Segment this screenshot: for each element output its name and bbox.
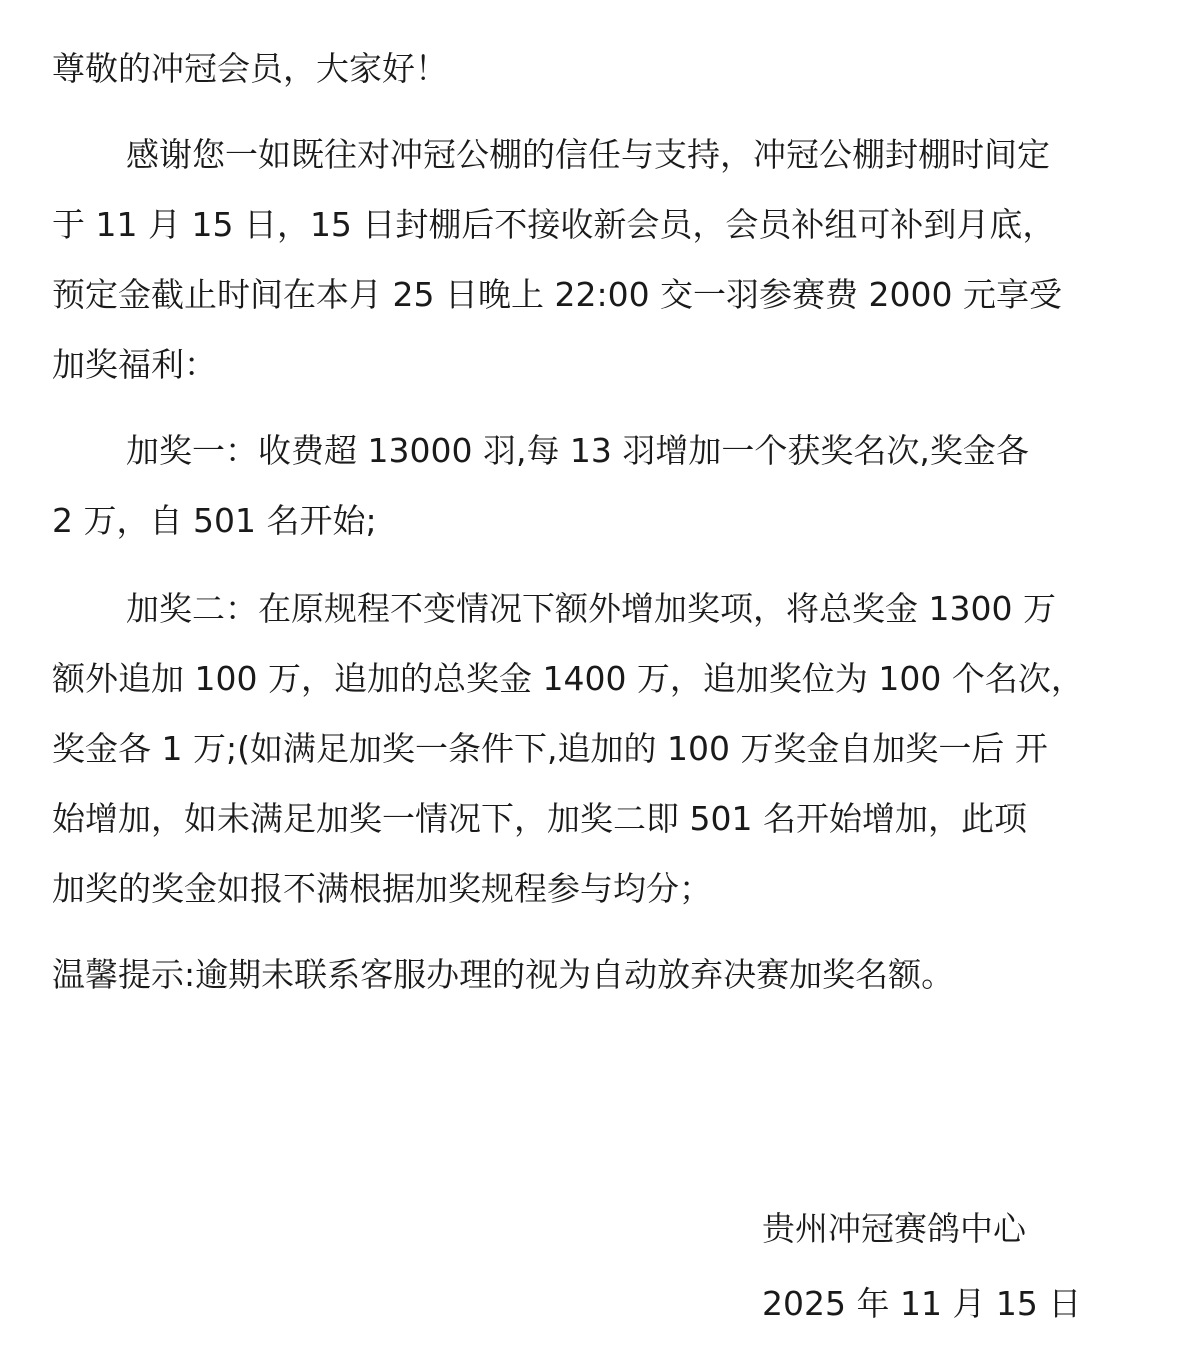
- intro-line-2: 于 11 月 15 日，15 日封棚后不接收新会员，会员补组可补到月底，: [52, 205, 1056, 244]
- signature-date: 2025 年 11 月 15 日: [762, 1284, 1082, 1323]
- intro-line-4: 加奖福利：: [52, 345, 217, 384]
- reminder: 温馨提示:逾期未联系客服办理的视为自动放弃决赛加奖名额。: [52, 955, 955, 994]
- signature-organization: 贵州冲冠赛鸽中心: [762, 1209, 1026, 1248]
- bonus2-line-2: 额外追加 100 万，追加的总奖金 1400 万，追加奖位为 100 个名次，: [52, 659, 1084, 698]
- bonus2-line-4: 始增加，如未满足加奖一情况下，加奖二即 501 名开始增加，此项: [52, 799, 1027, 838]
- bonus1-line-1: 加奖一：收费超 13000 羽,每 13 羽增加一个获奖名次,奖金各: [126, 431, 1029, 470]
- bonus2-line-5: 加奖的奖金如报不满根据加奖规程参与均分；: [52, 869, 712, 908]
- intro-line-3: 预定金截止时间在本月 25 日晚上 22:00 交一羽参赛费 2000 元享受: [52, 275, 1063, 314]
- intro-line-1: 感谢您一如既往对冲冠公棚的信任与支持，冲冠公棚封棚时间定: [126, 135, 1050, 174]
- bonus2-line-3: 奖金各 1 万;(如满足加奖一条件下,追加的 100 万奖金自加奖一后 开: [52, 729, 1048, 768]
- salutation: 尊敬的冲冠会员，大家好！: [52, 49, 448, 88]
- bonus2-line-1: 加奖二：在原规程不变情况下额外增加奖项，将总奖金 1300 万: [126, 589, 1056, 628]
- bonus1-line-2: 2 万，自 501 名开始;: [52, 501, 377, 540]
